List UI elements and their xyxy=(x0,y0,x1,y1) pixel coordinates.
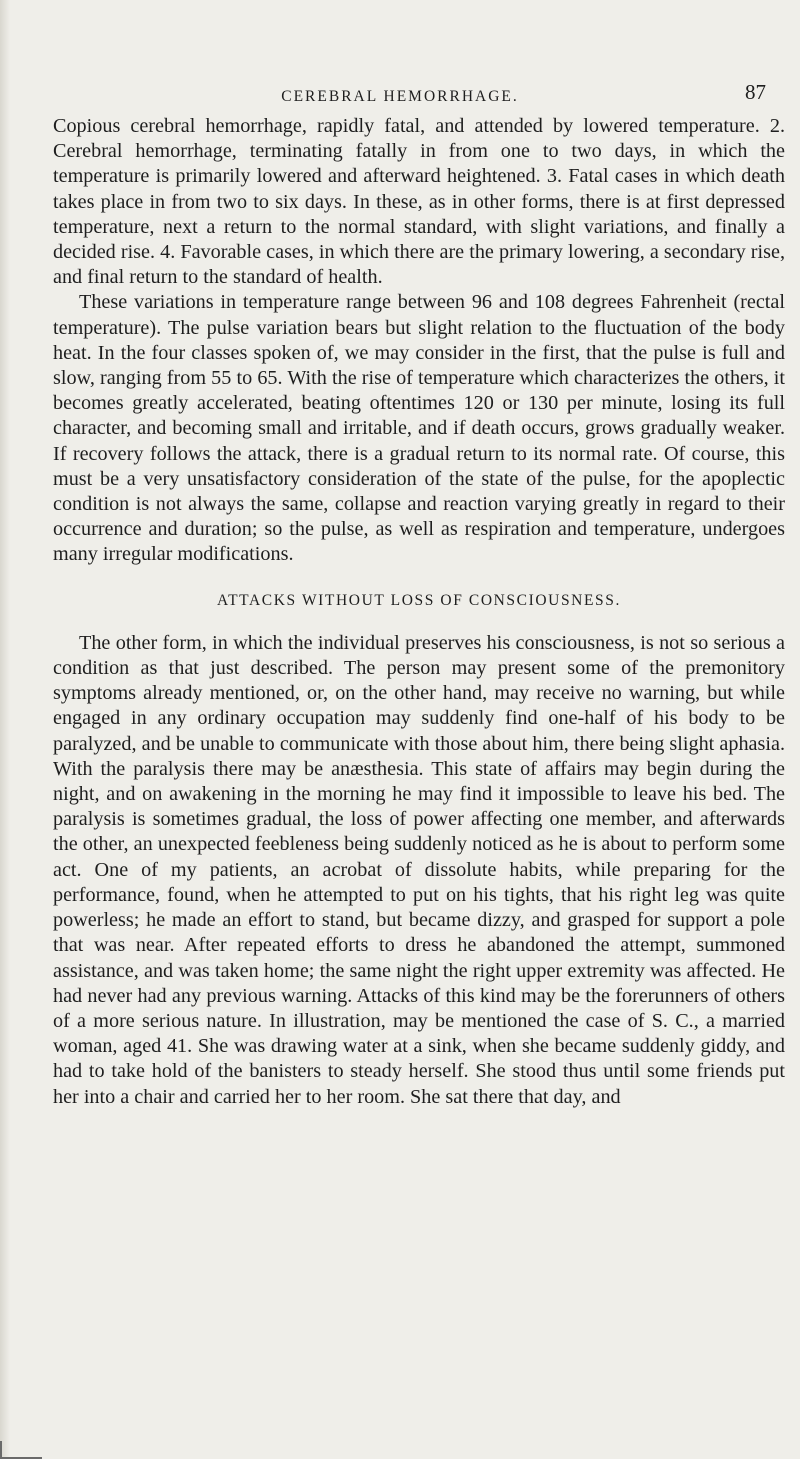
paragraph-continued: Copious cerebral hemorrhage, rapidly fatal, and attended by lowered temperature. 2. Cerebral hemorrhage, terminating fatally in from one to two days, in which the temperature is primarily lowered and afterward heightened. 3. Fatal cases in which death takes place in from two to six days. In these, as in other forms, there is at first depressed temperature, next a return to the normal standard, with slight variations, and finally a decided rise. 4. Favorable cases, in which there are the primary lowering, a secondary rise, and final return to the standard of health. xyxy=(53,115,785,289)
paragraph-attacks-without-loss: The other form, in which the individual preserves his consciousness, is not so serious a condition as that just described. The person may present some of the premonitory symptoms already mentioned, or, on the other hand, may receive no warning, but while engaged in any ordinary occupation may suddenly find one-half of his body to be paralyzed, and be unable to communicate with those about him, there being slight aphasia. With the paralysis there may be anæsthesia. This state of affairs may begin during the night, and on awakening in the morning he may find it impossible to leave his bed. The paralysis is sometimes gradual, the loss of power affecting one member, and afterwards the other, an unexpected feebleness being suddenly noticed as he is about to perform some act. One of my patients, an acrobat of dissolute habits, while preparing for the performance, found, when he attempted to put on his tights, that his right leg was quite powerless; he made an effort to stand, but became dizzy, and grasped for support a pole that was near. After repeated efforts to dress he abandoned the attempt, summoned assistance, and was taken home; the same night the right upper extremity was affected. He had never had any previous warning. Attacks of this kind may be the forerunners of others of a more serious nature. In illustration, may be mentioned the case of S. C., a married woman, aged 41. She was drawing water at a sink, when she became suddenly giddy, and had to take hold of the banisters to steady herself. She stood thus until some friends put her into a chair and carried her to her room. She sat there that day, and xyxy=(53,631,785,1108)
section-heading: ATTACKS WITHOUT LOSS OF CONSCIOUSNESS. xyxy=(217,591,621,609)
running-head: CEREBRAL HEMORRHAGE. xyxy=(281,88,519,105)
paragraph-temperature-pulse: These variations in temperature range between 96 and 108 degrees Fahrenheit (rectal temperature). The pulse variation bears but slight relation to the fluctuation of the body heat. In the four classes spoken of, we may consider in the first, that the pulse is full and slow, ranging from 55 to 65. With the rise of temperature which characterizes the others, it becomes greatly accelerated, beating oftentimes 120 or 130 per minute, losing its full character, and becoming small and irritable, and if death occurs, grows gradually weaker. If recovery follows the attack, there is a gradual return to its normal rate. Of course, this must be a very unsatisfactory consideration of the state of the pulse, for the apoplectic condition is not always the same, collapse and reaction varying greatly in regard to their occurrence and duration; so the pulse, as well as respiration and temperature, undergoes many irregular modifications. xyxy=(53,291,785,566)
page-gutter-shadow xyxy=(0,0,10,1459)
page-corner-mark xyxy=(0,1441,42,1459)
page-number: 87 xyxy=(745,80,766,104)
page-body xyxy=(53,114,785,1110)
